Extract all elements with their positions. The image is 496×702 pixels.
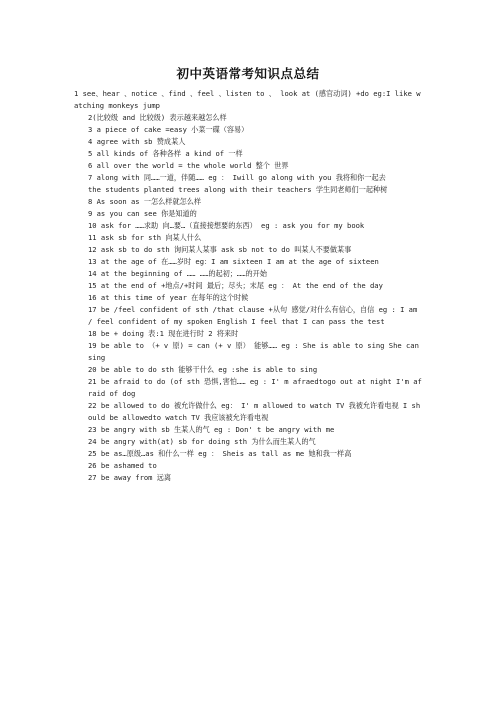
document-line: 19 be able to （+ v 原) = can (+ v 原） 能够…… eg : She is able to sing She can sing — [88, 341, 419, 362]
document-line: 21 be afraid to do (of sth 恐惧,害怕…… eg : I' m afraedtogo out at night I'm afraid of dog — [88, 377, 422, 398]
document-line: 27 be away from 远离 — [88, 473, 172, 482]
document-line: 3 a piece of cake =easy 小菜一碟（容易） — [88, 125, 249, 134]
document-line: 12 ask sb to do sth 询问某人某事 ask sb not to do 叫某人不要做某事 — [88, 245, 352, 254]
document-line: 20 be able to do sth 能够干什么 eg :she is able to sing — [88, 365, 318, 374]
document-line: 4 agree with sb 赞成某人 — [88, 137, 186, 146]
document-line: 11 ask sb for sth 向某人什么 — [88, 233, 202, 242]
document-line: 6 all over the world = the whole world 整个 世界 — [88, 161, 289, 170]
document-line: the students planted trees along with their teachers 学生同老师们一起种树 — [88, 185, 388, 194]
document-line: 13 at the age of 在……岁时 eg：I am sixteen I am at the age of sixteen — [88, 257, 379, 266]
document-title: 初中英语常考知识点总结 — [176, 66, 320, 81]
document-line: 5 all kinds of 各种各样 a kind of 一样 — [88, 149, 243, 158]
document-line: 8 As soon as 一怎么样就怎么样 — [88, 197, 202, 206]
document-line: 24 be angry with(at) sb for doing sth 为什么而生某人的气 — [88, 437, 316, 446]
document-line: 10 ask for ……求助 向…要…（直接接想要的东西） eg : ask you for my book — [88, 221, 365, 230]
document-line: 23 be angry with sb 生某人的气 eg : Don' t be angry with me — [88, 425, 335, 434]
document-line: 26 be ashamed to — [88, 461, 157, 470]
document-line: 22 be allowed to do 被允许做什么 eg： I' m allowed to watch TV 我被允许看电视 I should be allowedto watch TV 我应该被允许看电视 — [88, 401, 421, 422]
document-line: 16 at this time of year 在每年的这个时候 — [88, 293, 249, 302]
document-line: 17 be /feel confident of sth /that clause +从句 感觉/对什么有信心，自信 eg : I am / feel confident of my spoken English I feel that I can pass the test — [88, 305, 418, 326]
document-line: 1 see、hear 、notice 、find 、feel 、listen to 、 look at (感官动词) +do eg:I like watching monkeys jump — [74, 89, 421, 110]
document-line: 25 be as…原级…as 和什么一样 eg ： Sheis as tall as me 她和我一样高 — [88, 449, 352, 458]
document-line: 7 along with 同……一道，伴随…… eg ： Iwill go along with you 我将和你一起去 — [88, 173, 386, 182]
document-line: 15 at the end of +地点/+时间 最后；尽头；末尾 eg ： At the end of the day — [88, 281, 383, 290]
document-line: 18 be + doing 表:1 现在进行时 2 将来时 — [88, 329, 239, 338]
document-body — [74, 88, 424, 484]
document-line: 2(比较级 and 比较级) 表示越来越怎么样 — [88, 113, 227, 122]
document-line: 9 as you can see 你是知道的 — [88, 209, 197, 218]
document-line: 14 at the beginning of …… ……的起初；……的开始 — [88, 269, 267, 278]
